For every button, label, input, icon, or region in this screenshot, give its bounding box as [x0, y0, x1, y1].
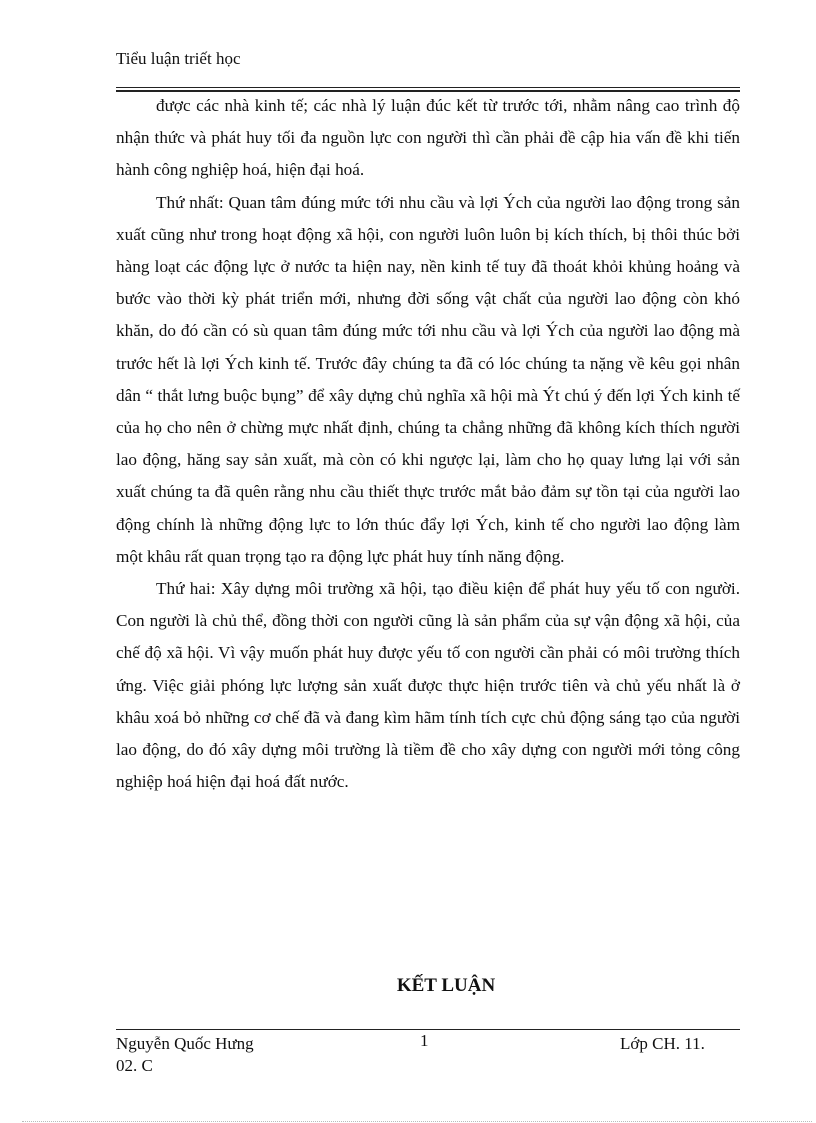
- body-text: [116, 90, 740, 798]
- page-number: 1: [420, 1031, 429, 1050]
- footer-class-label: Lớp CH. 11.: [620, 1034, 705, 1053]
- paragraph-thu-hai: Thứ hai: Xây dựng môi trường xã hội, tạo điều kiện để phát huy yếu tố con người. Con người là chủ thể, đồng thời con người cũng là sản phẩm của sự vận động xã hội, của chế độ xã hội. Vì vậy muốn phát huy được yếu tố con người cần phải có môi trường thích ứng. Việc giải phóng lực lượng sản xuất được thực hiện trước tiên và chủ yếu nhất là ở khâu xoá bỏ những cơ chế đã và đang kìm hãm tính tích cực chủ động sáng tạo của người lao động, do đó xây dựng môi trường là tiềm đề cho xây dựng con người mới tỏng công nghiệp hoá hiện đại hoá đất nước.: [116, 579, 740, 792]
- footer-author-name: Nguyễn Quốc Hưng: [116, 1034, 254, 1053]
- header-title: Tiểu luận triết học: [116, 49, 241, 68]
- page-edge-divider: [22, 1121, 812, 1122]
- paragraph-continuation: được các nhà kinh tế; các nhà lý luận đúc kết từ trước tới, nhằm nâng cao trình độ nhận thức và phát huy tối đa nguồn lực con người thì cần phải đề cập hia vấn đề khi tiến hành công nghiệp hoá, hiện đại hoá.: [116, 96, 740, 180]
- conclusion-heading: KẾT LUẬN: [396, 975, 496, 996]
- footer-author-class-suffix: 02. C: [116, 1056, 153, 1075]
- paragraph-thu-nhat: Thứ nhất: Quan tâm đúng mức tới nhu cầu và lợi Ých của người lao động trong sản xuất cũng như trong hoạt động xã hội, con người luôn luôn bị kích thích, bị thôi thúc bởi hàng loạt các động lực ở nước ta hiện nay, nền kinh tế tuy đã thoát khỏi khủng hoảng và bước vào thời kỳ phát triển mới, nhưng đời sống vật chất của người lao động còn khó khăn, do đó cần có sù quan tâm đúng mức tới nhu cầu và lợi Ých của người lao động mà trước hết là lợi Ých kinh tế. Trước đây chúng ta đã có lóc chúng ta nặng về kêu gọi nhân dân “ thắt lưng buộc bụng” để xây dựng chủ nghĩa xã hội mà Ýt chú ý đến lợi Ých kinh tế của họ cho nên ở chừng mực nhất định, chúng ta chẳng những đã không kích thích người lao động, hăng say sản xuất, mà còn có khi ngược lại, làm cho họ quay lưng lại với sản xuất chúng ta đã quên rằng nhu cầu thiết thực trước mắt bảo đảm sự tồn tại của người lao động chính là những động lực to lớn thúc đẩy lợi Ých, kinh tế cho người lao động làm một khâu rất quan trọng tạo ra động lực phát huy tính năng động.: [116, 192, 740, 566]
- header-rule-thin: [116, 87, 740, 88]
